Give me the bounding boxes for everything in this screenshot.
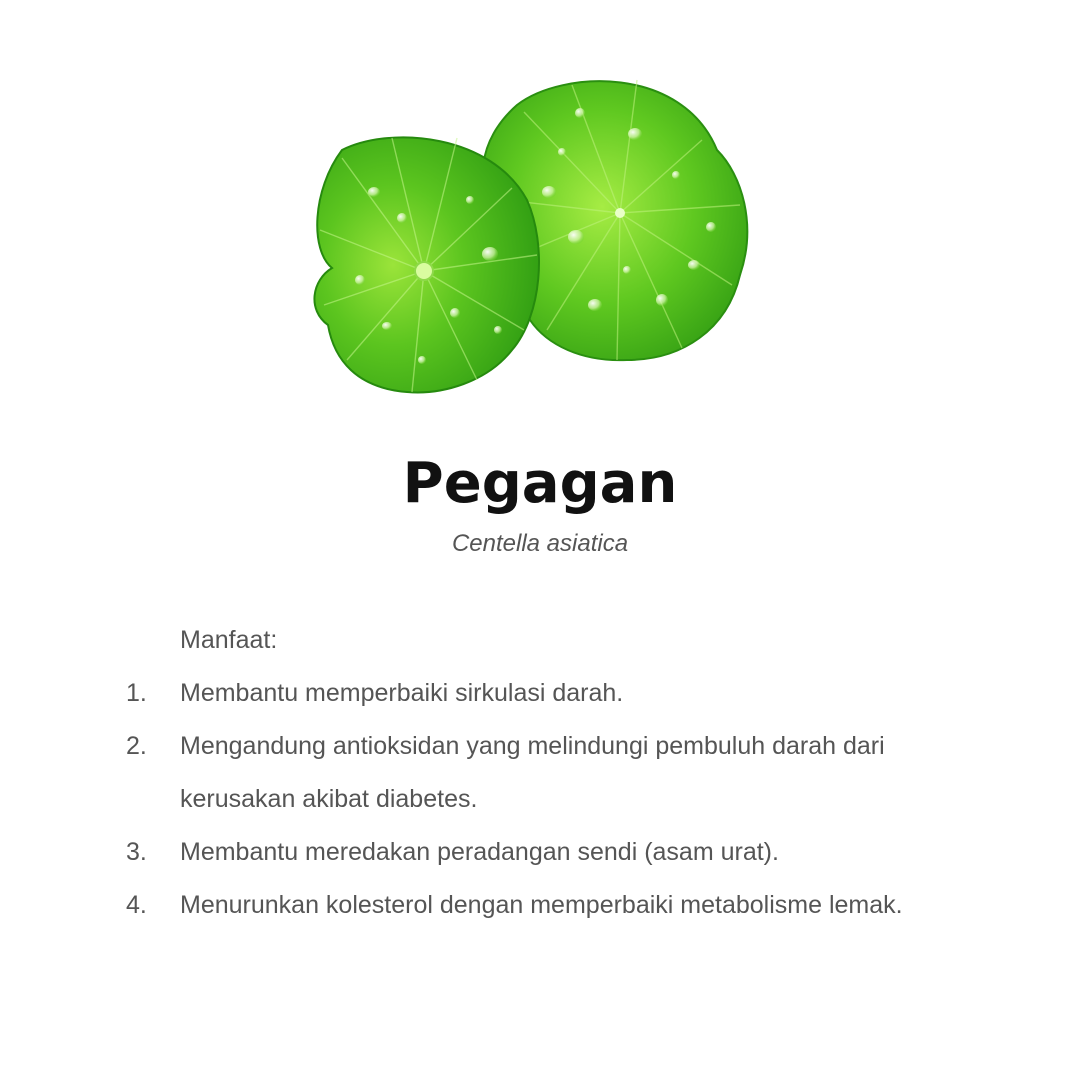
benefits-section: [126, 614, 1026, 932]
list-item-text: Menurunkan kolesterol dengan memperbaiki metabolisme lemak.: [180, 891, 903, 919]
list-item-text: Membantu memperbaiki sirkulasi darah.: [180, 679, 624, 707]
list-item-text: Membantu meredakan peradangan sendi (asam urat).: [180, 838, 779, 866]
page-title: Pegagan: [402, 451, 678, 516]
list-item-text: Mengandung antioksidan yang melindungi pembuluh darah dari kerusakan akibat diabetes.: [180, 732, 885, 813]
list-item-number: 2.: [126, 732, 147, 760]
list-item: [126, 826, 1026, 879]
list-item-number: 1.: [126, 679, 147, 707]
left-leaf: [314, 137, 539, 392]
list-item-number: 3.: [126, 838, 147, 866]
centella-leaves-image: [262, 30, 818, 440]
benefits-heading: Manfaat:: [180, 626, 278, 654]
latin-name: Centella asiatica: [451, 530, 629, 557]
list-item-number: 4.: [126, 891, 147, 919]
benefit-list: [126, 667, 1026, 932]
list-item: [126, 879, 1026, 932]
list-item: [126, 667, 1026, 720]
list-item: [126, 720, 1026, 826]
